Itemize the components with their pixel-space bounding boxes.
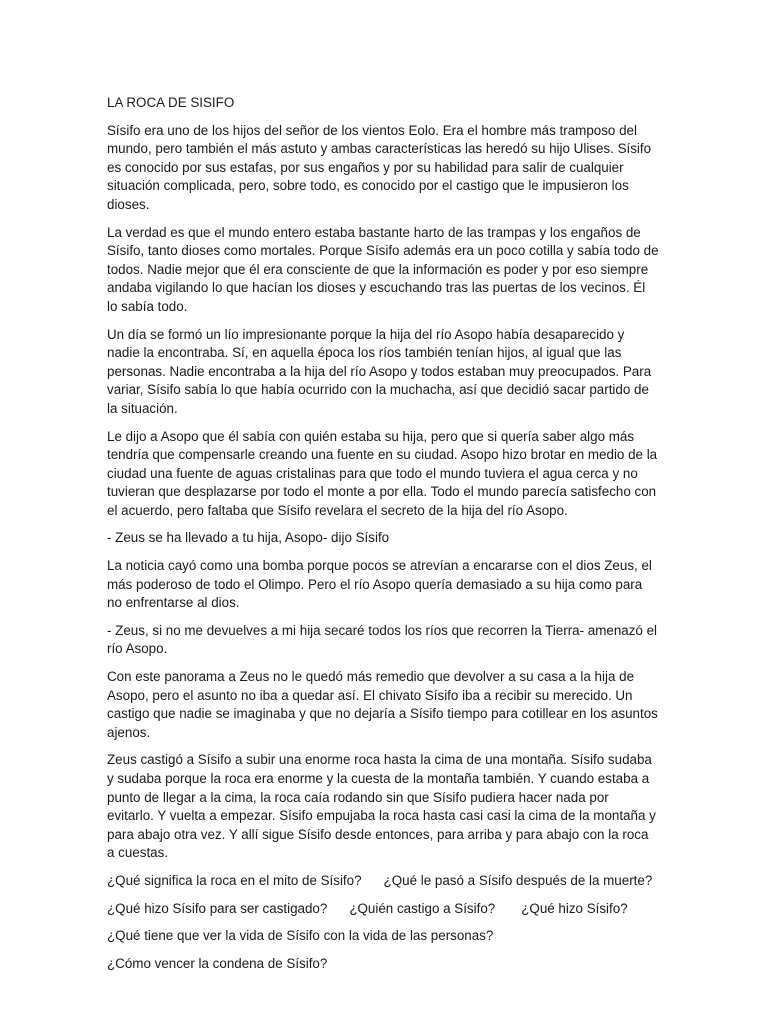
- paragraph-gossip: La verdad es que el mundo entero estaba bastante harto de las trampas y los engaños de Sísifo, tanto dioses como mortales. Porque Sísifo además era un poco cotilla y sabía todo de todos. Nadie mejor que él era consciente de que la información es poder y por eso siempre andaba vigilando lo que hacían los dioses y escuchando tras las puertas de los vecinos. Él lo sabía todo.: [107, 224, 659, 314]
- question-after-death: ¿Qué le pasó a Sísifo después de la muerte?: [383, 872, 653, 888]
- questions-row-3: [107, 927, 659, 946]
- paragraph-dialogue-asopo: - Zeus, si no me devuelves a mi hija secaré todos los ríos que recorren la Tierra- amenazó el río Asopo.: [107, 622, 658, 657]
- paragraph-news: La noticia cayó como una bomba porque pocos se atrevían a encararse con el dios Zeus, el más poderoso de todo el Olimpo. Pero el río Asopo quería demasiado a su hija como para no enfrentarse al dios.: [107, 558, 652, 611]
- questions-row-1: [107, 872, 659, 891]
- paragraph-intro: Sísifo era uno de los hijos del señor de los vientos Eolo. Era el hombre más tramposo del mundo, pero también el más astuto y ambas características las heredó su hijo Ulises. Sísifo es conocido por sus estafas, por sus engaños y por su habilidad para salir de cualquier situación complicada, pero, sobre todo, es conocido por el castigo que le impusieron los dioses.: [107, 122, 652, 212]
- question-meaning-rock: ¿Qué significa la roca en el mito de Sísifo?: [107, 872, 362, 888]
- document-body: [107, 94, 659, 982]
- questions-row-2: [107, 900, 659, 919]
- paragraph-zeus-revenge: Con este panorama a Zeus no le quedó más remedio que devolver a su casa a la hija de Asopo, pero el asunto no iba a quedar así. El chivato Sísifo iba a recibir su merecido. Un castigo que nadie se imaginaba y que no dejaría a Sísifo tiempo para cotillear en los asuntos ajenos.: [107, 669, 658, 740]
- document-title: LA ROCA DE SISIFO: [107, 95, 235, 110]
- question-what-did: ¿Qué hizo Sísifo?: [521, 900, 628, 916]
- questions-row-4: [107, 955, 659, 974]
- question-life-relation: ¿Qué tiene que ver la vida de Sísifo con la vida de las personas?: [107, 928, 494, 944]
- paragraph-missing-daughter: Un día se formó un lío impresionante porque la hija del río Asopo había desaparecido y nadie la encontraba. Sí, en aquella época los ríos también tenían hijos, al igual que las personas. Nadie encontraba a la hija del río Asopo y todos estaban muy preocupados. Para variar, Sísifo sabía lo que había ocurrido con la muchacha, así que decidió sacar partido de la situación.: [107, 326, 652, 416]
- question-overcome-sentence: ¿Cómo vencer la condena de Sísifo?: [107, 955, 328, 971]
- question-why-punished: ¿Qué hizo Sísifo para ser castigado?: [107, 900, 328, 916]
- question-who-punished: ¿Quién castigo a Sísifo?: [349, 900, 496, 916]
- paragraph-punishment: Zeus castigó a Sísifo a subir una enorme roca hasta la cima de una montaña. Sísifo sudaba y sudaba porque la roca era enorme y la cuesta de la montaña también. Y cuando estaba a punto de llegar a la cima, la roca caía rodando sin que Sísifo pudiera hacer nada por evitarlo. Y vuelta a empezar. Sísifo empujaba la roca hasta casi casi la cima de la montaña y para abajo otra vez. Y allí sigue Sísifo desde entonces, para arriba y para abajo con la roca a cuestas.: [107, 752, 656, 861]
- paragraph-fountain-deal: Le dijo a Asopo que él sabía con quién estaba su hija, pero que si quería saber algo más tendría que compensarle creando una fuente en su ciudad. Asopo hizo brotar en medio de la ciudad una fuente de aguas cristalinas para que todo el mundo tuviera el agua cerca y no tuvieran que desplazarse por todo el monte a por ella. Todo el mundo parecía satisfecho con el acuerdo, pero faltaba que Sísifo revelara el secreto de la hija del río Asopo.: [107, 428, 658, 518]
- paragraph-dialogue-sisifo: - Zeus se ha llevado a tu hija, Asopo- dijo Sísifo: [107, 530, 390, 546]
